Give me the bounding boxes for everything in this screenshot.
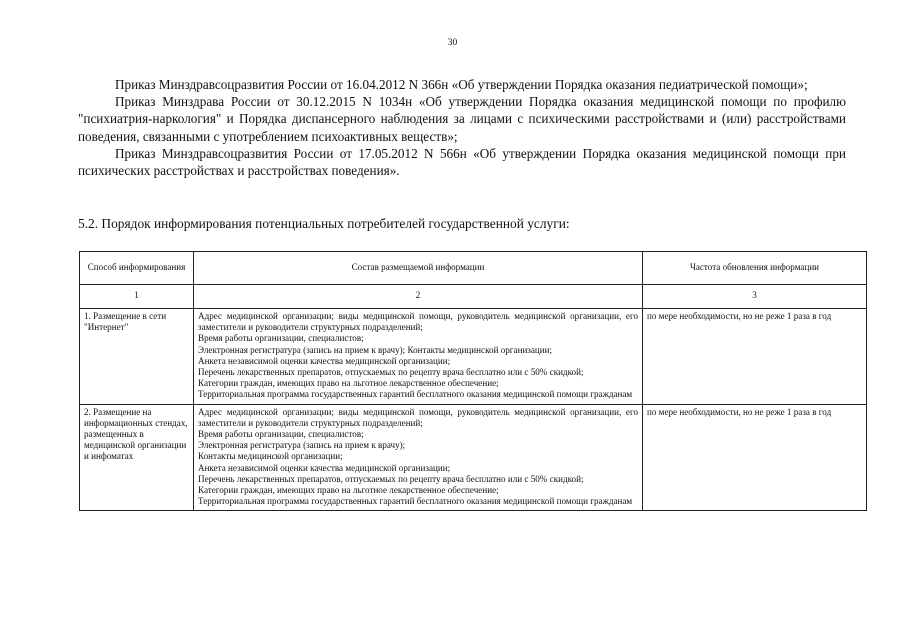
column-number: 3 [643, 285, 867, 309]
row-content-cell [194, 404, 643, 511]
content-line: Время работы организации, специалистов; [198, 429, 364, 440]
column-number: 2 [194, 285, 643, 309]
content-line: Адрес медицинской организации; виды медицинской помощи, руководитель медицинской организации, его заместители и руководители структурных подразделений; [198, 406, 638, 428]
order-paragraph: Приказ Минздравсоцразвития России от 17.05.2012 N 566н «Об утверждении Порядка оказания медицинской помощи при психических расстройствах и расстройствах поведения». [78, 145, 846, 179]
content-line: Контакты медицинской организации; [198, 451, 343, 462]
content-line: Электронная регистратура (запись на прием к врачу); [198, 440, 406, 451]
content-line: Адрес медицинской организации; виды медицинской помощи, руководитель медицинской организации, его заместители и руководители структурных подразделений; [198, 311, 638, 333]
row-method-cell: 2. Размещение на информационных стендах, размещенных в медицинской организации и инфоматах [80, 404, 194, 511]
page-number: 30 [447, 38, 458, 48]
column-number: 1 [80, 285, 194, 309]
order-paragraph: Приказ Минздравсоцразвития России от 16.04.2012 N 366н «Об утверждении Порядка оказания педиатрической помощи»; [115, 77, 808, 92]
content-line: Территориальная программа государственных гарантий бесплатного оказания медицинской помощи гражданам [198, 389, 633, 400]
table-column-number-row [80, 285, 867, 309]
content-line: Категории граждан, имеющих право на льготное лекарственное обеспечение; [198, 485, 499, 496]
row-content-cell [194, 309, 643, 405]
content-line: Анкета независимой оценки качества медицинской организации; [198, 462, 451, 473]
content-line: Электронная регистратура (запись на прием к врачу); Контакты медицинской организации; [198, 344, 553, 355]
content-line: Анкета независимой оценки качества медицинской организации; [198, 355, 451, 366]
table-row [80, 309, 867, 405]
table-header-row [80, 252, 867, 285]
content-line: Категории граждан, имеющих право на льготное лекарственное обеспечение; [198, 378, 499, 389]
legal-orders-list [78, 76, 846, 179]
header-cell-content: Состав размещаемой информации [194, 252, 643, 285]
table-row [80, 404, 867, 511]
informing-procedure-table [79, 251, 867, 511]
row-frequency-cell: по мере необходимости, но не реже 1 раза в год [643, 404, 867, 511]
content-line: Перечень лекарственных препаратов, отпускаемых по рецепту врача бесплатно или с 50% скидкой; [198, 367, 584, 378]
content-line: Перечень лекарственных препаратов, отпускаемых по рецепту врача бесплатно или с 50% скидкой; [198, 473, 584, 484]
content-line: Территориальная программа государственных гарантий бесплатного оказания медицинской помощи гражданам [198, 496, 633, 507]
header-cell-method: Способ информирования [80, 252, 194, 285]
order-paragraph: Приказ Минздрава России от 30.12.2015 N 1034н «Об утверждении Порядка оказания медицинской помощи по профилю "психиатрия-наркология" и Порядка диспансерного наблюдения за лицами с психическими расстройствами и (или) расстройствами поведения, связанными с употреблением психоактивных веществ»; [78, 94, 846, 144]
row-frequency-cell: по мере необходимости, но не реже 1 раза в год [643, 309, 867, 405]
row-method-cell: 1. Размещение в сети "Интернет" [80, 309, 194, 405]
section-heading: 5.2. Порядок информирования потенциальных потребителей государственной услуги: [78, 216, 570, 231]
header-cell-frequency: Частота обновления информации [643, 252, 867, 285]
content-line: Время работы организации, специалистов; [198, 333, 364, 344]
